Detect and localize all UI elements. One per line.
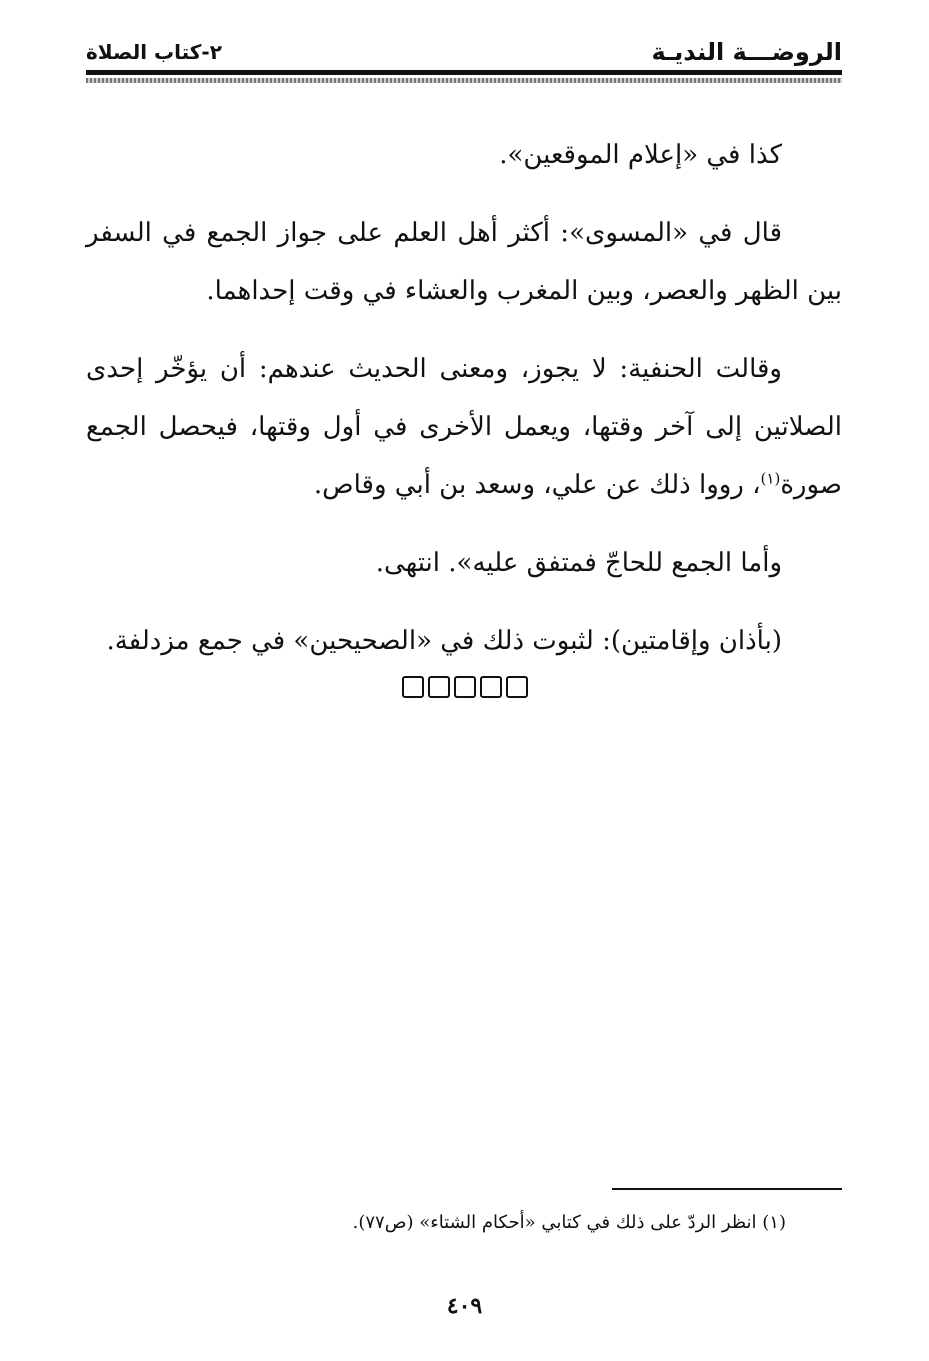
footnote: (١) انظر الردّ على ذلك في كتابي «أحكام الشتاء» (ص٧٧). <box>352 1212 786 1233</box>
paragraph-3-text: وقالت الحنفية: لا يجوز، ومعنى الحديث عندهم: أن يؤخّر إحدى الصلاتين إلى آخر وقتها، ويعمل الأخرى في أول وقتها، فيحصل الجمع صورة <box>86 354 842 500</box>
paragraph-4: وأما الجمع للحاجّ فمتفق عليه». انتهى. <box>375 548 782 578</box>
separator-square-icon <box>402 676 424 698</box>
page-header <box>86 36 842 68</box>
chapter-title: ٢-كتاب الصلاة <box>86 40 222 64</box>
page-number: ٤٠٩ <box>446 1293 483 1319</box>
book-title: الروضـــة النديـة <box>651 38 842 66</box>
header-rule <box>86 70 842 75</box>
header-rule-hatched <box>86 78 842 83</box>
section-separator <box>0 676 929 698</box>
paragraph-2: قال في «المسوى»: أكثر أهل العلم على جواز الجمع في السفر بين الظهر والعصر، وبين المغرب والعشاء في وقت إحداهما. <box>86 218 842 306</box>
separator-square-icon <box>428 676 450 698</box>
paragraph-3-tail: ، رووا ذلك عن علي، وسعد بن أبي وقاص. <box>313 470 761 500</box>
separator-square-icon <box>454 676 476 698</box>
separator-square-icon <box>480 676 502 698</box>
paragraph-3 <box>86 340 842 514</box>
footnote-reference[interactable]: (١) <box>760 469 781 488</box>
main-text <box>86 126 842 690</box>
paragraph-1: كذا في «إعلام الموقعين». <box>499 140 782 170</box>
separator-square-icon <box>506 676 528 698</box>
footnote-rule <box>612 1188 842 1190</box>
paragraph-5: (بأذان وإقامتين): لثبوت ذلك في «الصحيحين» في جمع مزدلفة. <box>106 626 782 656</box>
